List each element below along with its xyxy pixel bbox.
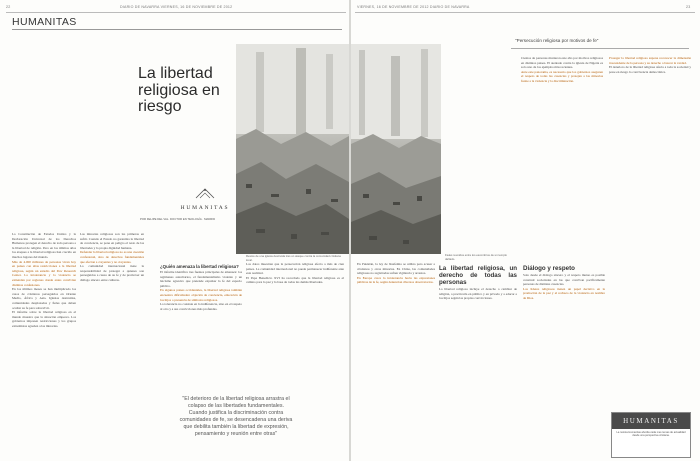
right-col1-p2: Ante este panorama, es necesario que los gobiernos aseguren el respeto de todas las creencias y protejan a las minorías frente a la violencia y la discriminación. [521, 69, 603, 83]
pull-quote: "El deterioro de la libertad religiosa arrastra el colapso de las libertades fundamentales. Cuando justifica la discriminación contra comunidades de fe, se desencadena una deriva que debilita también la libertad de expresión, pensamiento y reunión entre otras" [179, 396, 293, 437]
photo-ruins-right [351, 44, 441, 254]
left-col1-p3: En los últimos meses se han multiplicado los casos de cristianos perseguidos en Oriente Medio, África y Asia. Iglesias destruidas, comunidades desplazadas y fieles que deben ocultar su fe para sobrevivir. [12, 287, 76, 310]
left-column-1 [12, 232, 76, 328]
ruins-photo-right [351, 44, 441, 254]
left-page [0, 0, 349, 461]
right-photo-caption: Fieles reunidos entre los escombros de un templo dañado. [445, 253, 507, 261]
right-page [351, 0, 700, 461]
left-col3-subhead: ¿Quién amenaza la libertad religiosa? [160, 264, 239, 269]
section-title: HUMANITAS [12, 16, 77, 28]
left-col4-p2: El Papa Benedicto XVI ha recordado que la libertad religiosa es el camino para la paz y la base de todas las demás libertades. [246, 275, 344, 285]
right-column-2 [357, 262, 435, 285]
right-col3-subhead: Diálogo y respeto [523, 265, 575, 272]
left-col3-p3: La tolerancia no consiste en la indiferencia, sino en el respeto al otro y a sus convicciones más profundas. [160, 302, 242, 311]
right-column-1 [521, 56, 603, 84]
right-folio-text: VIERNES, 16 DE NOVIEMBRE DE 2012 DIARIO DE NAVARRA [357, 5, 470, 9]
right-col2-p2: En Europa crece la intolerancia hacia las expresiones públicas de la fe, según denuncian diversos observatorios. [357, 275, 435, 285]
left-col4-p1: Los datos muestran que la persecución religiosa afecta a más de cien países. La comunidad internacional no puede permanecer indiferente ante esta realidad. [246, 262, 344, 276]
left-col2-p3: La comunidad internacional tiene la responsabilidad de proteger a quienes son perseguidos a causa de su fe y de promover un diálogo sincero entre culturas. [80, 264, 144, 282]
humanitas-logo [170, 186, 240, 211]
section-rule [12, 29, 342, 30]
right-top-quote: "Persecución religiosa por motivos de fe" [515, 38, 599, 43]
right-folio-number: 23 [686, 5, 691, 9]
ruins-photo-left [236, 44, 349, 254]
left-col3-p1: El informe identifica tres fuentes principales de amenaza: los regímenes autoritarios, el fundamentalismo violento y un laicismo agresivo que pretende expulsar la fe del espacio público. [160, 270, 242, 288]
left-folio-text: DIARIO DE NAVARRA VIERNES, 16 DE NOVIEMBRE DE 2012 [120, 5, 233, 9]
left-column-2 [80, 232, 144, 283]
right-col4-p2: El deterioro de la libertad religiosa afecta a toda la sociedad y pone en riesgo la convivencia democrática. [609, 65, 691, 74]
right-col3-p2: Los líderes religiosos tienen un papel decisivo en la promoción de la paz y el rechazo de la violencia en nombre de Dios. [523, 286, 605, 300]
logo-emblem-icon [194, 187, 216, 199]
left-col1-p2: Más de 4.000 millones de personas viven hoy en países con altas restricciones a la libertad religiosa, según un estudio del Pew Research Center. La intolerancia y la violencia se extienden por regiones donde antes convivían distintas confesiones. [12, 259, 76, 287]
right-col2-p3: La libertad religiosa incluye el derecho a cambiar de religión, a practicarla en público y en privado y a educar a los hijos según las propias convicciones. [439, 287, 517, 301]
promo-box-title: HUMANITAS [612, 413, 690, 429]
left-photo-caption: Restos de una iglesia destruida tras un ataque contra la comunidad cristiana local. [246, 254, 341, 262]
left-column-4 [246, 262, 344, 285]
left-top-rule [6, 12, 346, 13]
right-top-rule [355, 12, 695, 13]
page-headline: La libertad religiosa en riesgo [138, 65, 220, 115]
right-col3-p1: Solo desde el diálogo sincero y el respeto mutuo es posible construir sociedades en las que convivan pacíficamente personas de distintas creencias. [523, 273, 605, 287]
left-col1-p4: El informe sobre la libertad religiosa en el mundo muestra que la situación empeora. Los gobiernos imponen restricciones y los grupos extremistas agreden a las minorías. [12, 310, 76, 328]
right-column-4 [523, 262, 605, 301]
promo-box-text: La revista Humanitas aborda cada mes temas de actualidad desde una perspectiva cristiana. [616, 431, 686, 438]
right-column-1b [609, 56, 691, 74]
logo-text: HUMANITAS [180, 205, 230, 211]
left-column-3 [160, 262, 242, 311]
right-col2-p1: En Pakistán, la ley de blasfemia se utiliza para acusar a cristianos y otras minorías. En China, las comunidades religiosas no registradas sufren vigilancia y arrestos. [357, 262, 435, 276]
photo-ruins-left [236, 44, 349, 254]
right-column-3 [439, 262, 517, 301]
left-col2-p2: Defender la libertad religiosa no es una cuestión confesional, sino de derechos fundamentales que afectan a creyentes y no creyentes. [80, 250, 144, 264]
left-col3-p2: En algunos países occidentales, la libertad religiosa también encuentra dificultades: objeción de conciencia, educación de los hijos o presencia de símbolos religiosos. [160, 288, 242, 302]
byline: POR FELIPE DEL VAL. DOCTOR EN TEOLOGÍA · MADRID [140, 217, 216, 221]
left-folio-number: 22 [6, 5, 11, 9]
right-col1-p1: Cientos de personas murieron este año por motivos religiosos en distintos países. El atentado contra la iglesia de Nigeria es solo uno de los ejemplos más recientes. [521, 56, 603, 70]
left-col1-p1: La Constitución de Estados Unidos y la Declaración Universal de los Derechos Humanos protegen el derecho de toda persona a la libertad de religión. Pero en los últimos años los ataques a la libertad religiosa han crecido en muchos lugares del mundo. [12, 232, 76, 259]
left-col2-p1: Las minorías religiosas son las primeras en sufrir. Cuando el Estado no garantiza la libertad de conciencia, se pone en peligro el resto de las libertades y la propia dignidad humana. [80, 232, 144, 250]
right-col2-subhead: La libertad religiosa, un derecho de todas las personas [439, 265, 517, 286]
humanitas-promo-box [611, 412, 691, 458]
right-quote-rule [511, 48, 689, 49]
right-col4-p1: Proteger la libertad religiosa supone reconocer la dimensión trascendente de la persona y su derecho a buscar la verdad. [609, 56, 691, 65]
